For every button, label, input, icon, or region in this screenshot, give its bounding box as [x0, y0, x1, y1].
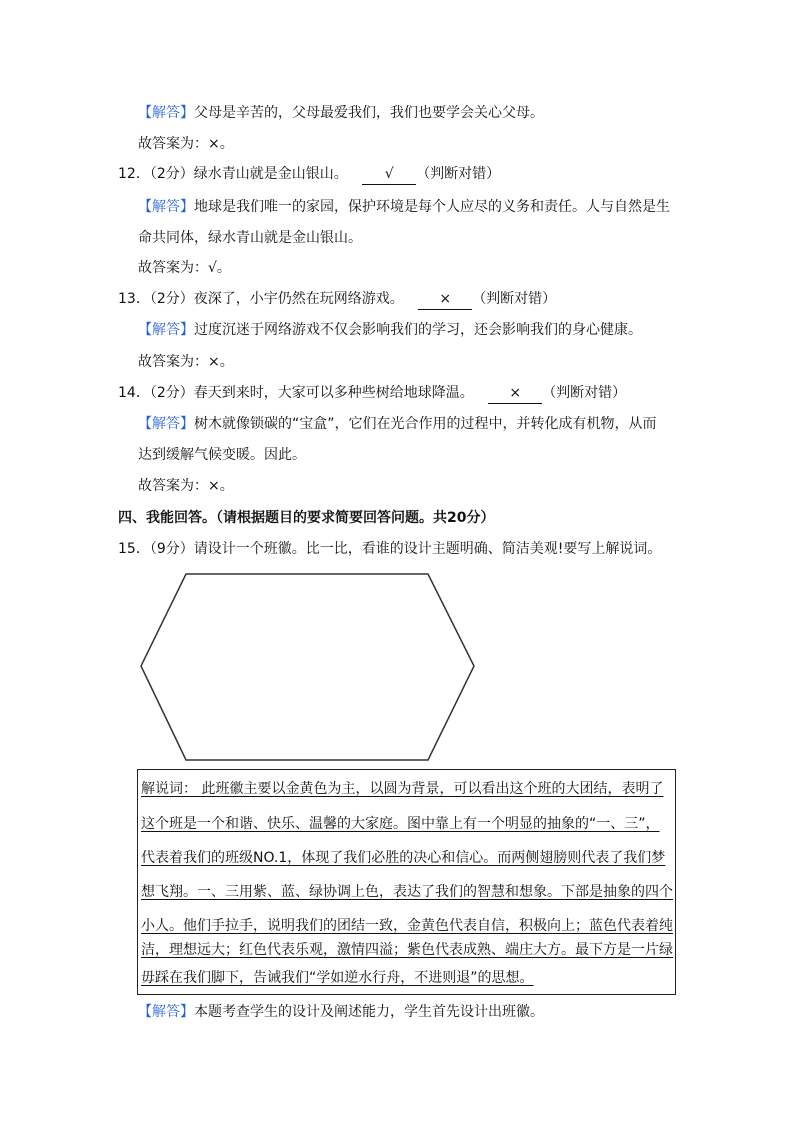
explanation-line: 毋踩在我们脚下，告诫我们“学如逆水行舟，不进则退”的思想。 [141, 970, 534, 986]
answer-tag: 【解答】 [138, 105, 194, 121]
q12-answer-text-1: 地球是我们唯一的家园，保护环境是每个人应尽的义务和责任。人与自然是生 [194, 199, 670, 215]
explanation-line: 想飞翔。一、三用紫、蓝、绿协调上色，表达了我们的智慧和想象。下部是抽象的四个 [141, 884, 673, 900]
q14-final: 故答案为：×。 [138, 478, 234, 494]
explanation-line: 这个班是一个和谐、快乐、温馨的大家庭。图中靠上有一个明显的抽象的“一、三”， [141, 816, 660, 832]
answer-tag: 【解答】 [138, 416, 194, 432]
answer-tag: 【解答】 [138, 322, 194, 338]
section-heading: 四、我能回答。（请根据题目的要求简要回答问题。共20分） [118, 510, 495, 526]
q11-final: 故答案为：×。 [138, 136, 234, 152]
q14-suffix: （判断对错） [542, 385, 627, 401]
badge-hexagon-outline [138, 570, 478, 765]
q11-answer-text: 父母是辛苦的，父母最爱我们，我们也要学会关心父母。 [194, 105, 544, 121]
q13-question [118, 289, 556, 310]
q12-answer-blank: √ [362, 164, 416, 185]
q15-answer-text: 本题考查学生的设计及阐述能力，学生首先设计出班徽。 [194, 1004, 544, 1020]
q12-question [118, 164, 500, 185]
q12-suffix: （判断对错） [416, 166, 501, 182]
q12-prefix: 12．（2分）绿水青山就是金山银山。 [118, 166, 348, 182]
q12-answer-line2: 命共同体，绿水青山就是金山银山。 [138, 230, 362, 246]
q12-answer-line1 [138, 197, 670, 217]
q13-prefix: 13．（2分）夜深了，小宇仍然在玩网络游戏。 [118, 291, 404, 307]
q14-answer-text-1: 树木就像锁碳的“宝盒”，它们在光合作用的过程中，并转化成有机物，从而 [194, 416, 657, 432]
q13-suffix: （判断对错） [472, 291, 557, 307]
q15-answer [138, 1002, 544, 1022]
q13-answer [138, 320, 642, 340]
explanation-line: 小人。他们手拉手，说明我们的团结一致，金黄色代表自信，积极向上；蓝色代表着纯 [141, 918, 673, 934]
explanation-line: 洁，理想远大；红色代表乐观，激情四溢；紫色代表成熟、端庄大方。最下方是一片绿 [141, 942, 673, 958]
q13-answer-blank: × [418, 289, 472, 310]
explanation-box [137, 769, 676, 995]
q13-final: 故答案为：×。 [138, 354, 234, 370]
q14-prefix: 14．（2分）春天到来时，大家可以多种些树给地球降温。 [118, 385, 474, 401]
q15-question: 15．（9分）请设计一个班徽。比一比，看谁的设计主题明确、简洁美观!要写上解说词。 [118, 541, 662, 557]
q13-answer-text: 过度沉迷于网络游戏不仅会影响我们的学习，还会影响我们的身心健康。 [194, 322, 642, 338]
q11-answer [138, 103, 544, 123]
q14-answer-blank: × [488, 383, 542, 404]
explanation-line: 解说词： 此班徽主要以金黄色为主，以圆为背景，可以看出这个班的大团结，表明了 [141, 781, 664, 797]
answer-tag: 【解答】 [138, 199, 194, 215]
answer-tag: 【解答】 [138, 1004, 194, 1020]
q14-answer-line1 [138, 414, 657, 434]
q14-question [118, 383, 626, 404]
q12-final: 故答案为：√。 [138, 260, 231, 276]
q14-answer-line2: 达到缓解气候变暖。因此。 [138, 447, 306, 463]
explanation-line: 代表着我们的班级NO.1，体现了我们必胜的决心和信心。而两侧翅膀则代表了我们梦 [141, 850, 666, 866]
